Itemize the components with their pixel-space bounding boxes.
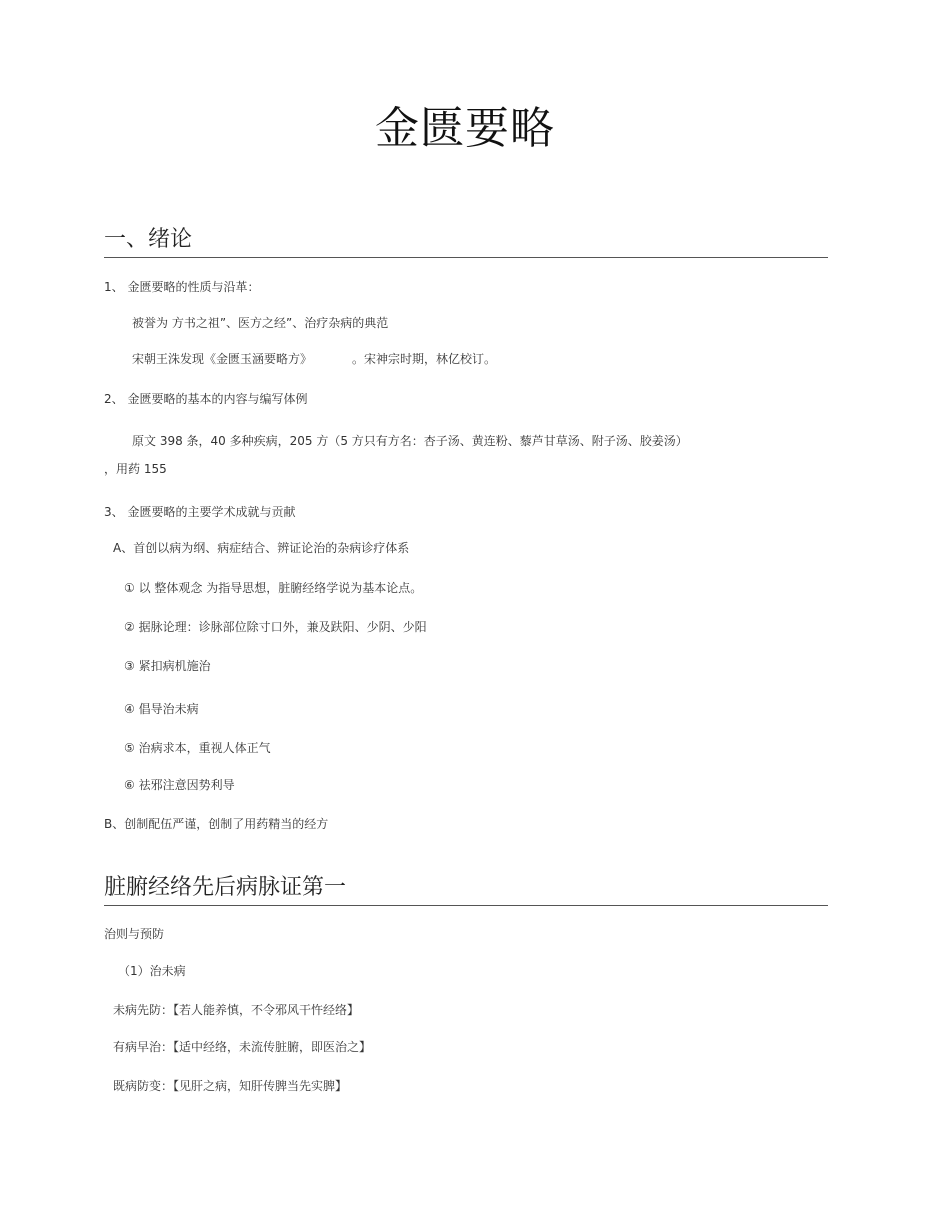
item-1a: 被誉为 方书之祖”、医方之经”、治疗杂病的典范 (132, 316, 389, 330)
quote-line-2: 有病早治：【适中经络，未流传脏腑，即医治之】 (113, 1040, 372, 1054)
item-2b: ，用药 155 (104, 462, 167, 476)
point-3: ③ 紧扣病机施治 (124, 659, 211, 673)
section-divider (104, 905, 828, 906)
document-title: 金匮要略 (375, 103, 555, 154)
item-1: 1、 金匮要略的性质与沿革： (104, 280, 260, 294)
paragraph-prevention: （1）治未病 (118, 964, 186, 978)
point-5: ⑤ 治病求本，重视人体正气 (124, 741, 271, 755)
point-6: ⑥ 祛邪注意因势利导 (124, 778, 235, 792)
point-2: ② 据脉论理：诊脉部位除寸口外，兼及趺阳、少阴、少阳 (124, 620, 427, 634)
quote-line-1: 未病先防：【若人能养慎，不令邪风干忤经络】 (113, 1003, 360, 1017)
paragraph-principles: 治则与预防 (104, 927, 165, 941)
subsection-a: A、首创以病为纲、病症结合、辨证论治的杂病诊疗体系 (113, 541, 410, 555)
section-heading-chapter-1: 脏腑经络先后病脉证第一 (104, 875, 347, 900)
item-2a: 原文 398 条，40 多种疾病，205 方（5 方只有方名：杏子汤、黄连粉、藜芦甘草汤、附子汤、胶姜汤） (132, 434, 688, 448)
point-1: ① 以 整体观念 为指导思想，脏腑经络学说为基本论点。 (124, 581, 423, 595)
section-divider (104, 257, 828, 258)
point-4: ④ 倡导治未病 (124, 702, 199, 716)
subsection-b: B、创制配伍严谨，创制了用药精当的经方 (104, 817, 329, 831)
item-1b-part2: 。宋神宗时期，林亿校订。 (352, 352, 497, 366)
section-heading-intro: 一、绪论 (104, 227, 193, 252)
item-3: 3、 金匮要略的主要学术成就与贡献 (104, 505, 296, 519)
item-1b-part1: 宋朝王洙发现《金匮玉涵要略方》 (132, 352, 313, 366)
quote-line-3: 既病防变：【见肝之病，知肝传脾当先实脾】 (113, 1079, 348, 1093)
item-2: 2、 金匮要略的基本的内容与编写体例 (104, 392, 308, 406)
